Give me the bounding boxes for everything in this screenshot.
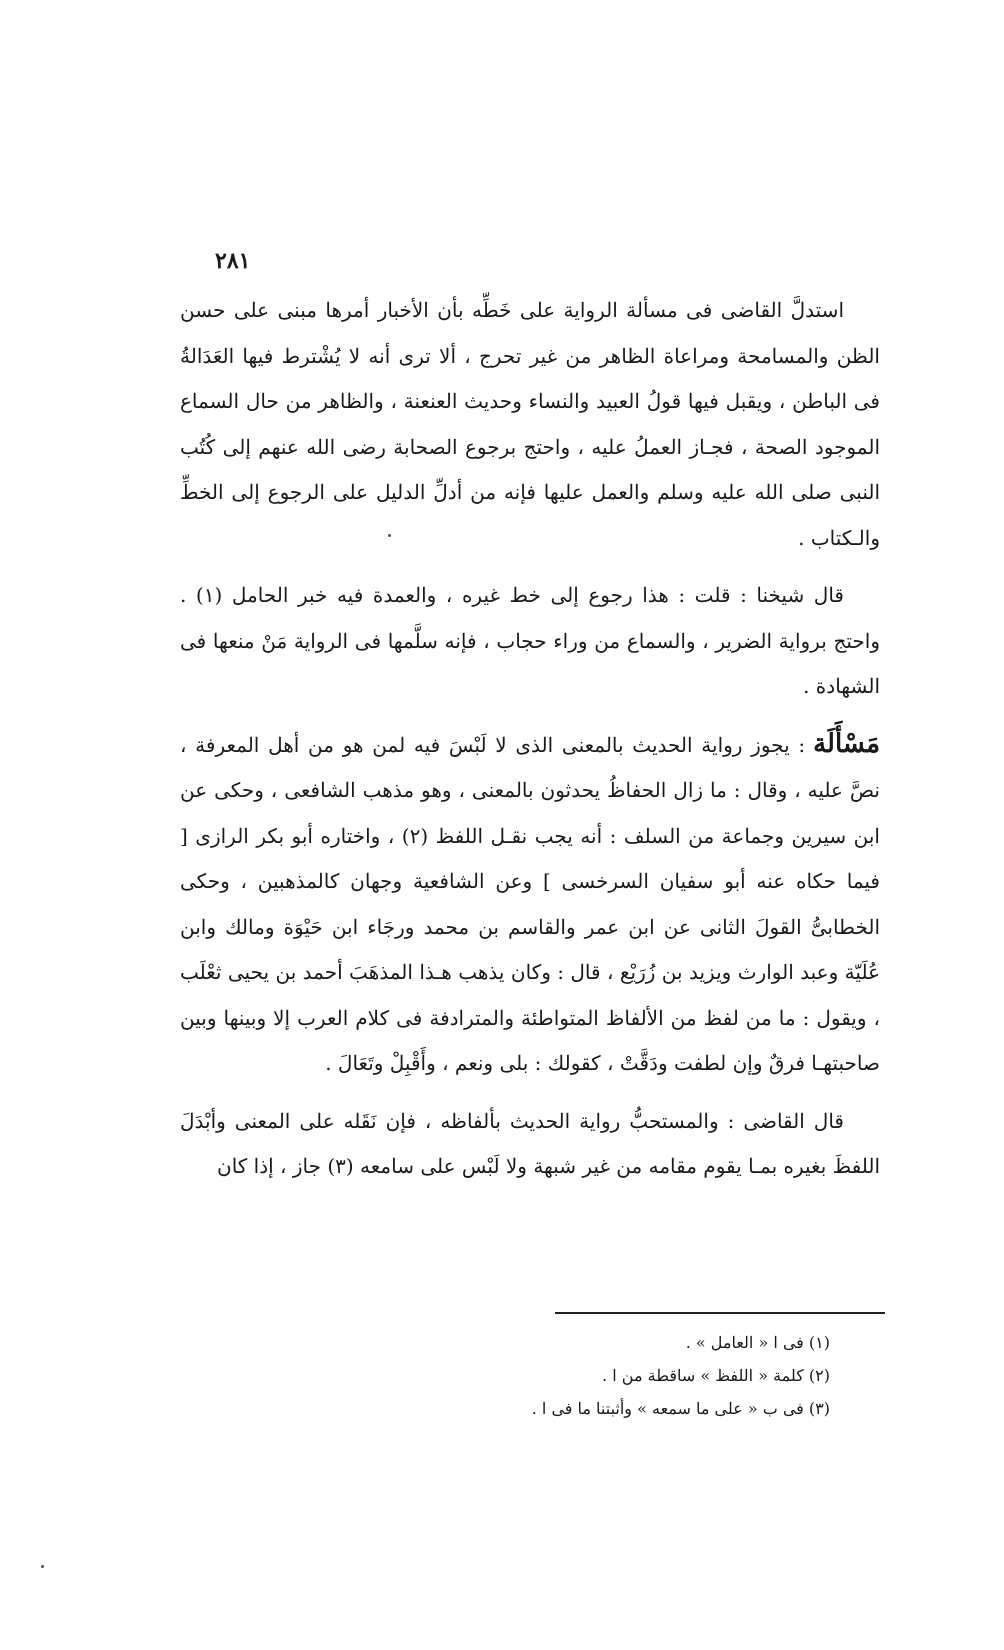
section-keyword: مَسْأَلَة <box>813 728 880 759</box>
footnote-3: (٣) فى ب « على ما سمعه » وأثبتنا ما فى ا . <box>531 1399 830 1418</box>
main-text <box>180 288 880 1202</box>
paragraph-handwriting-narration <box>180 288 880 561</box>
footnote-divider <box>555 1312 885 1314</box>
page-number: ٢٨١ <box>215 248 251 274</box>
footnote-1: (١) فى ا « العامل » . <box>685 1333 830 1352</box>
paragraph-text: استدلَّ القاضى فى مسألة الرواية على خَطِّه بأن الأخبار أمرها مبنى على حسن الظن والمسامحة ومراعاة الظاهر من غير تحرج ، ألا ترى أنه لا يُشْترط فيها العَدَالةُ فى الباطن ، ويقبل فيها قولُ العبيد والنساء وحديث العنعنة ، والظاهر من حال السماع الموجود الصحة ، فجـاز العملُ عليه ، واحتج برجوع الصحابة رضى الله عنهم إلى كُتُب النبى صلى الله عليه وسلم والعمل عليها فإنه من أدلِّ الدليل على الرجوع إلى الخطِّ والـكتاب . <box>180 298 880 550</box>
scan-speck <box>41 1565 44 1568</box>
paragraph-text: : يجوز رواية الحديث بالمعنى الذى لا لَبْسَ فيه لمن هو من أهل المعرفة ، نصَّ عليه ، وقال : ما زال الحفاظُ يحدثون بالمعنى ، وهو مذهب الشافعى ، وحكى عن ابن سيرين وجماعة من السلف : أنه يجب نقـل اللفظ (٢) ، واختاره أبو بكر الرازى [ فيما حكاه عنه أبو سفيان السرخسى ] وعن الشافعية وجهان كالمذهبين ، وحكى الخطابىُّ القولَ الثانى عن ابن عمر والقاسم بن محمد ورجَاء ابن حَيْوَة ومالك وابن عُلَيّة وعبد الوارث ويزيد بن زُرَيْع ، قال : وكان يذهب هـذا المذهَبَ أحمد بن يحيى ثعْلَب ، ويقول : ما من لفظ من الألفاظ المتواطئة والمترادفة فى كلام العرب إلا وبينها وبين صاحبتهـا فرقٌ وإن لطفت ودَقَّتْ ، كقولك : بلى ونعم ، وأَقْبِلْ وتَعَالَ . <box>180 732 880 1075</box>
scan-speck <box>388 534 391 537</box>
paragraph-text: قال القاضى : والمستحبُّ رواية الحديث بألفاظه ، فإن نَقَله على المعنى وأبْدَلَ اللفظَ بغيره بمـا يقوم مقامه من غير شبهة ولا لَبْس على سامعه (٣) جاز ، إذا كان <box>180 1108 880 1178</box>
footnotes <box>300 1326 830 1425</box>
paragraph-text: قال شيخنا : قلت : هذا رجوع إلى خط غيره ، والعمدة فيه خبر الحامل (١) . واحتج برواية الضرير ، والسماع من وراء حجاب ، فإنه سلَّمها فى الرواية مَنْ منعها فى الشهادة . <box>180 583 880 698</box>
paragraph-masala-meaning <box>180 722 880 1087</box>
paragraph-qadi-preference <box>180 1099 880 1190</box>
paragraph-shaykh-comment <box>180 573 880 710</box>
footnote-2: (٢) كلمة « اللفظ » ساقطة من ا . <box>602 1366 830 1385</box>
